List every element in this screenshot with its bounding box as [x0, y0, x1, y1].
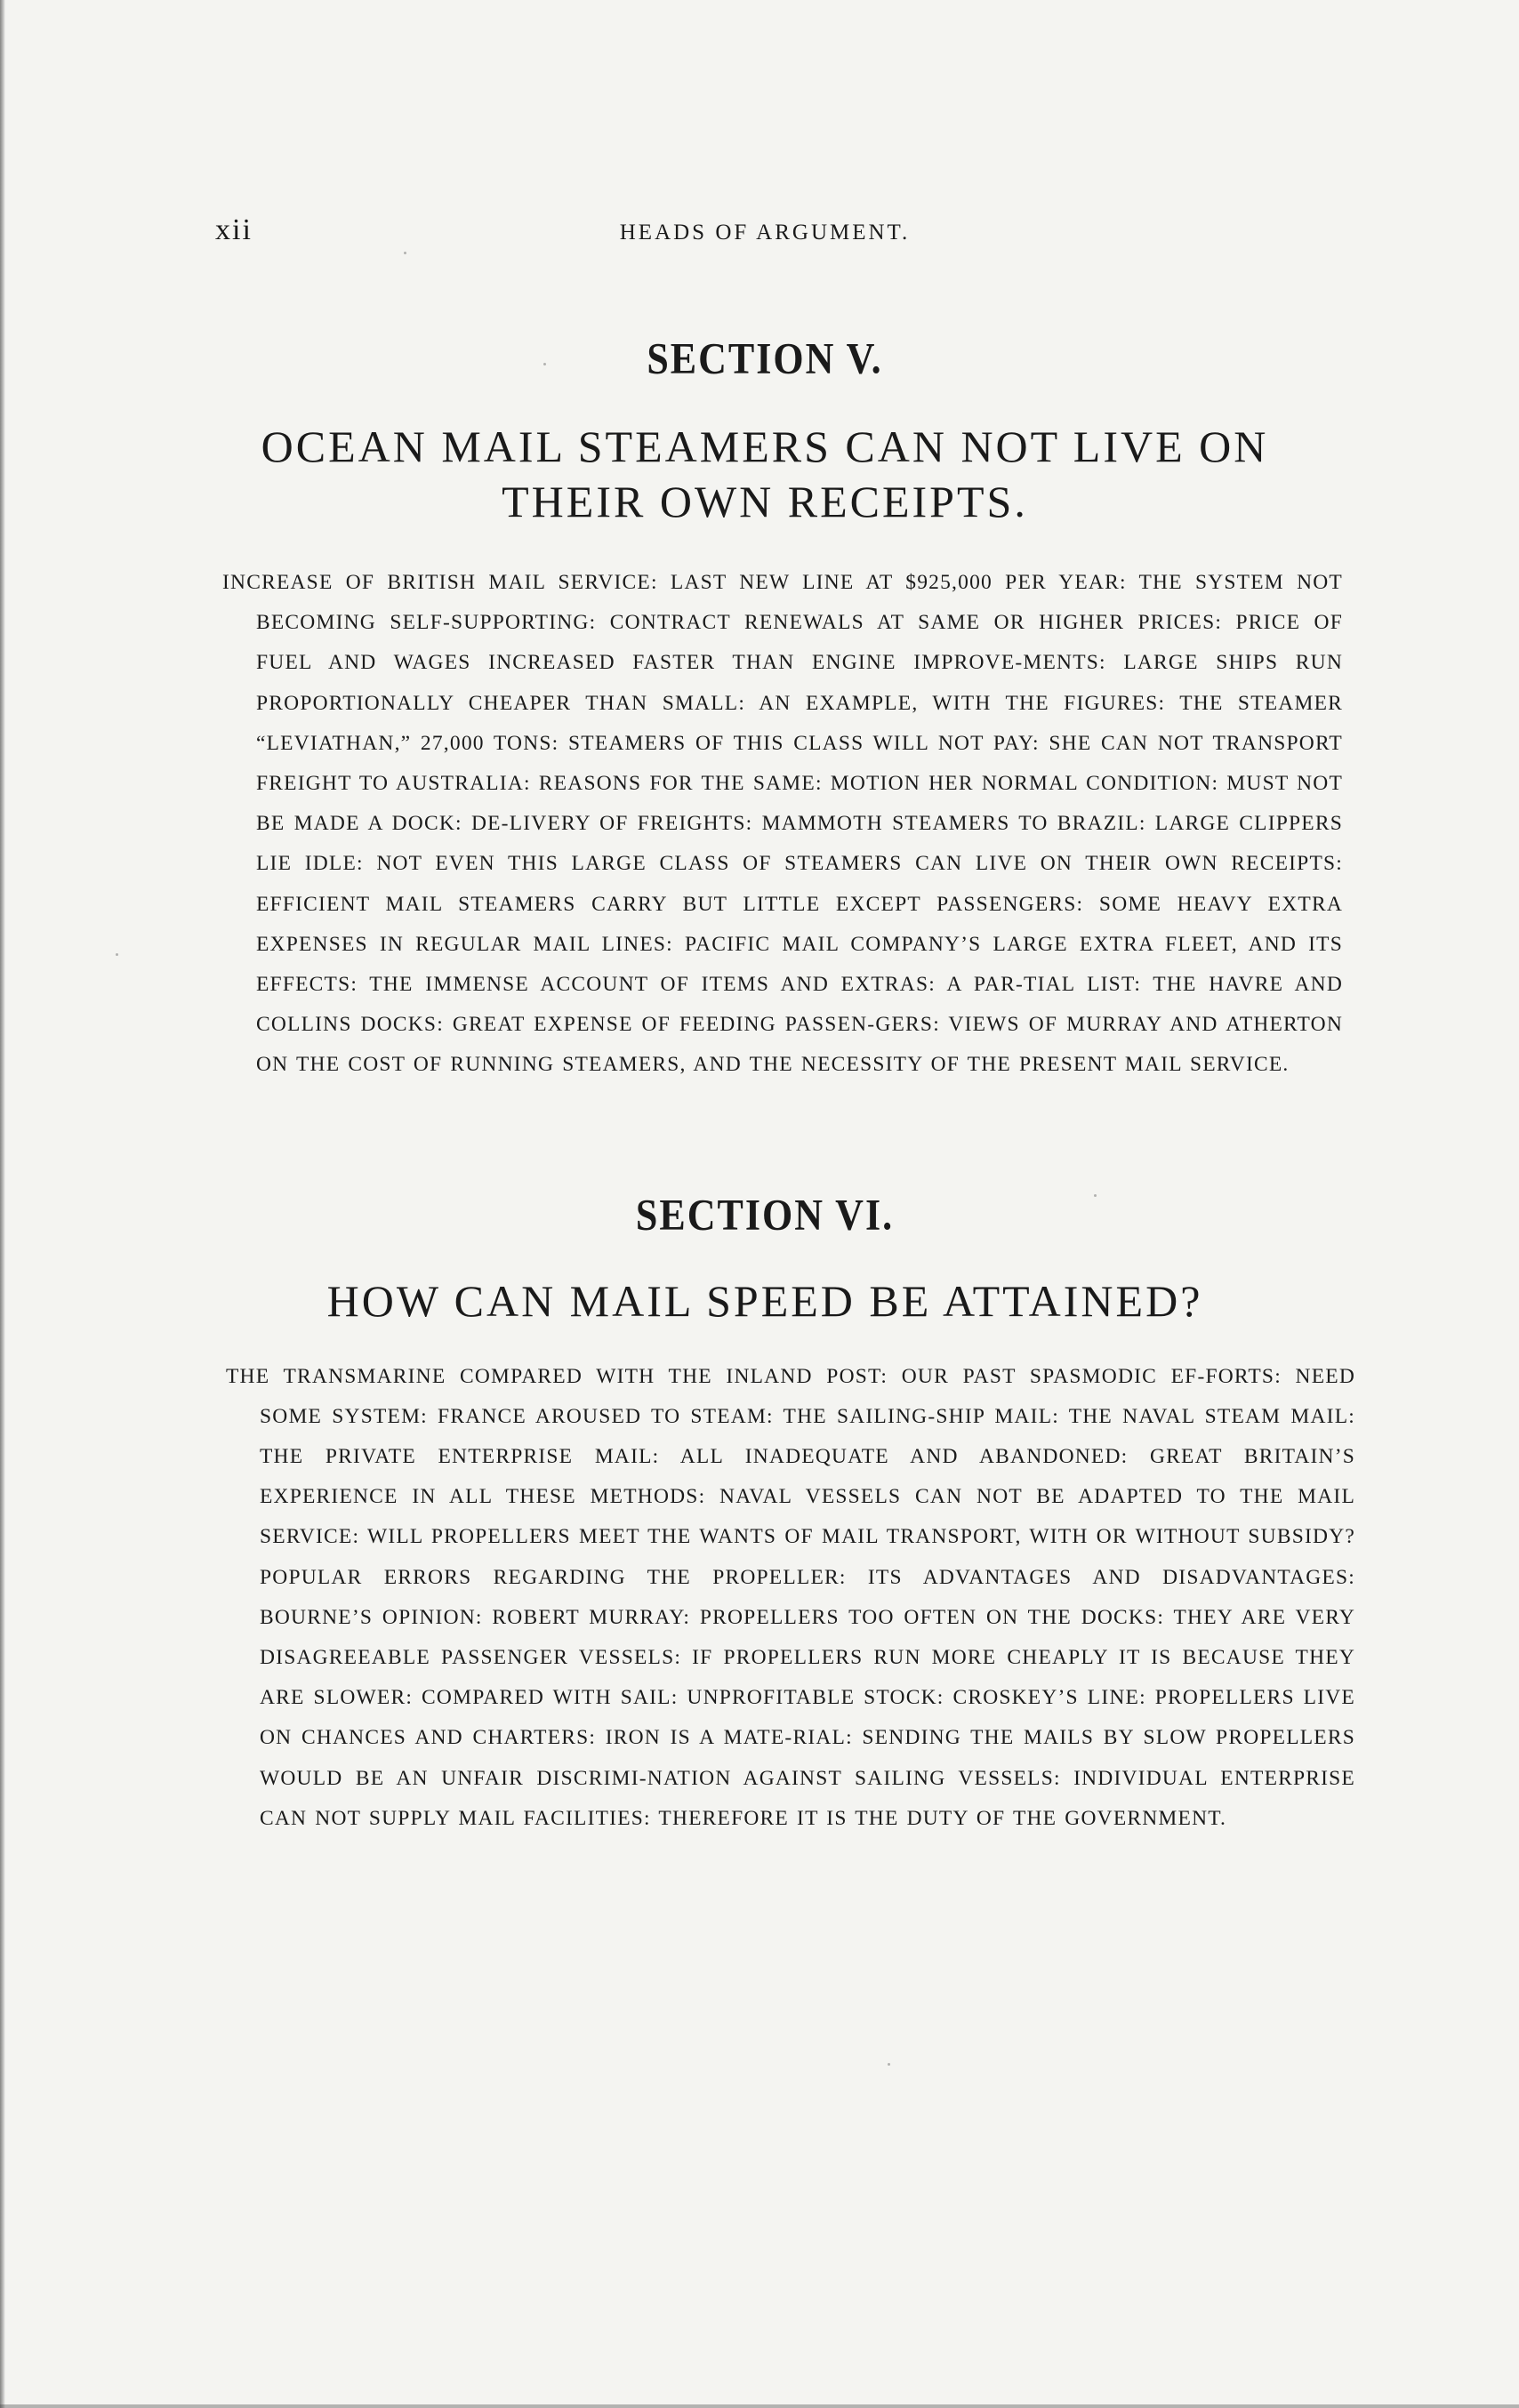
section-v-label: SECTION V.: [647, 334, 883, 383]
running-head: [215, 196, 1307, 246]
scan-edge-bottom: [0, 2404, 1519, 2408]
section-vi-label: SECTION VI.: [635, 1190, 895, 1240]
scan-edge-left: [0, 0, 5, 2408]
section-v-title: [222, 419, 1307, 529]
section-v-title-line-1: OCEAN MAIL STEAMERS CAN NOT LIVE ON: [261, 421, 1269, 471]
page-number: xii: [215, 213, 253, 246]
page: [215, 196, 1355, 1860]
section-vi-summary: THE TRANSMARINE COMPARED WITH THE INLAND POST: OUR PAST SPASMODIC EF-FORTS: NEED SOME SYSTEM: FRANCE AROUSED TO STEAM: THE SAILING-SHIP MAIL: THE NAVAL STEAM MAIL: THE PRIVATE ENTERPRISE MAIL: ALL INADEQUATE AND ABANDONED: GREAT BRITAIN’S EXPERIENCE IN ALL THESE METHODS: NAVAL VESSELS CAN NOT BE ADAPTED TO THE MAIL SERVICE: WILL PROPELLERS MEET THE WANTS OF MAIL TRANSPORT, WITH OR WITHOUT SUBSIDY? POPULAR ERRORS REGARDING THE PROPELLER: ITS ADVANTAGES AND DISADVANTAGES: BOURNE’S OPINION: ROBERT MURRAY: PROPELLERS TOO OFTEN ON THE DOCKS: THEY ARE VERY DISAGREEABLE PASSENGER VESSELS: IF PROPELLERS RUN MORE CHEAPLY IT IS BECAUSE THEY ARE SLOWER: COMPARED WITH SAIL: UNPROFITABLE STOCK: CROSKEY’S LINE: PROPELLERS LIVE ON CHANCES AND CHARTERS: IRON IS A MATE-RIAL: SENDING THE MAILS BY SLOW PROPELLERS WOULD BE AN UNFAIR DISCRIMI-NATION AGAINST SAILING VESSELS: INDIVIDUAL ENTERPRISE CAN NOT SUPPLY MAIL FACILITIES: THEREFORE IT IS THE DUTY OF THE GOVERNMENT.: [226, 1364, 1355, 1830]
running-title: HEADS OF ARGUMENT.: [619, 221, 911, 245]
section-vi-title: [222, 1273, 1307, 1328]
scan-speck: [888, 2063, 890, 2066]
section-vi-title-line-1: HOW CAN MAIL SPEED BE ATTAINED?: [326, 1275, 1203, 1326]
scan-speck: [116, 953, 118, 956]
section-v-summary: INCREASE OF BRITISH MAIL SERVICE: LAST NEW LINE AT $925,000 PER YEAR: THE SYSTEM NOT BECOMING SELF-SUPPORTING: CONTRACT RENEWALS AT SAME OR HIGHER PRICES: PRICE OF FUEL AND WAGES INCREASED FASTER THAN ENGINE IMPROVE-MENTS: LARGE SHIPS RUN PROPORTIONALLY CHEAPER THAN SMALL: AN EXAMPLE, WITH THE FIGURES: THE STEAMER “LEVIATHAN,” 27,000 TONS: STEAMERS OF THIS CLASS WILL NOT PAY: SHE CAN NOT TRANSPORT FREIGHT TO AUSTRALIA: REASONS FOR THE SAME: MOTION HER NORMAL CONDITION: MUST NOT BE MADE A DOCK: DE-LIVERY OF FREIGHTS: MAMMOTH STEAMERS TO BRAZIL: LARGE CLIPPERS LIE IDLE: NOT EVEN THIS LARGE CLASS OF STEAMERS CAN LIVE ON THEIR OWN RECEIPTS: EFFICIENT MAIL STEAMERS CARRY BUT LITTLE EXCEPT PASSENGERS: SOME HEAVY EXTRA EXPENSES IN REGULAR MAIL LINES: PACIFIC MAIL COMPANY’S LARGE EXTRA FLEET, AND ITS EFFECTS: THE IMMENSE ACCOUNT OF ITEMS AND EXTRAS: A PAR-TIAL LIST: THE HAVRE AND COLLINS DOCKS: GREAT EXPENSE OF FEEDING PASSEN-GERS: VIEWS OF MURRAY AND ATHERTON ON THE COST OF RUNNING STEAMERS, AND THE NECESSITY OF THE PRESENT MAIL SERVICE.: [222, 571, 1343, 1077]
section-v-title-line-2: THEIR OWN RECEIPTS.: [502, 477, 1028, 526]
